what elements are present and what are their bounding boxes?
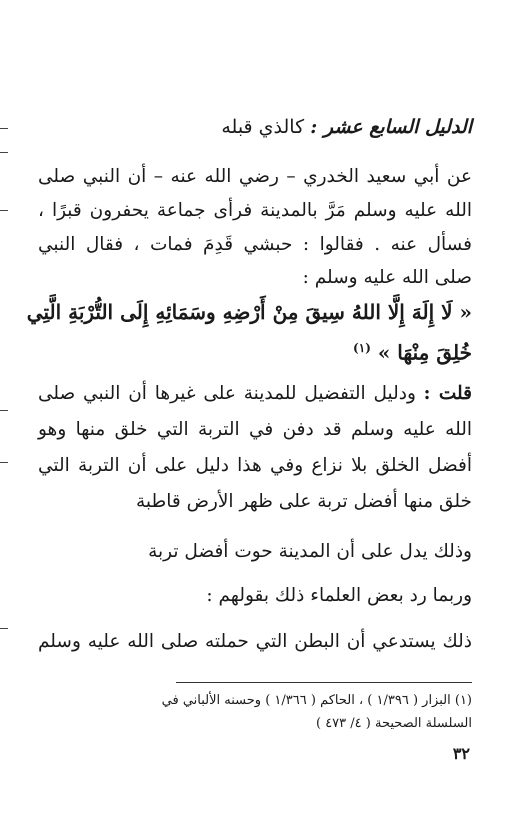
text-line: أفضل الخلق بلا نزاع وفي هذا دليل على أن التربة التي	[38, 455, 472, 476]
section-heading	[38, 113, 472, 141]
footnote-line: (١) البزار ( ١/٣٩٦ ) ، الحاكم ( ١/٣٦٦ ) وحسنه الألباني في	[161, 693, 472, 708]
page-number: ٣٢	[452, 744, 470, 763]
heading-subtitle: كالذي قبله	[221, 116, 305, 138]
text-line: صلى الله عليه وسلم :	[302, 267, 472, 288]
margin-mark	[0, 628, 8, 629]
margin-mark	[0, 128, 8, 129]
hadith-line: « لَا إِلَهَ إِلَّا اللهُ سِيقَ مِنْ أَرْضِهِ وسَمَائِهِ إِلَى التُّرْبَةِ الَّتِي	[26, 300, 472, 324]
text-line: الله عليه وسلم قد دفن في التربة التي خلق منها وهو	[38, 419, 472, 440]
footnote-ref: (١)	[353, 341, 371, 355]
text-line-with-label	[38, 380, 472, 408]
footnote-divider	[176, 682, 472, 683]
margin-mark	[0, 152, 8, 153]
text-line: فسأل عنه . فقالوا : حبشي قَدِمَ فمات ، فقال النبي	[38, 234, 472, 255]
hadith-text: خُلِقَ مِنْهَا »	[377, 340, 472, 365]
text-line: ذلك يستدعي أن البطن التي حملته صلى الله عليه وسلم	[38, 631, 472, 652]
margin-mark	[0, 210, 8, 211]
hadith-line-end	[38, 334, 472, 367]
footnote-line: السلسلة الصحيحة ( ٤/ ٤٧٣ )	[315, 716, 472, 731]
margin-mark	[0, 410, 8, 411]
text-segment: ودليل التفضيل للمدينة على غيرها أن النبي صلى	[38, 383, 416, 404]
text-line: خلق منها أفضل تربة على ظهر الأرض قاطبة	[135, 491, 472, 512]
qultu-label: قلت :	[423, 383, 472, 404]
text-line: وربما رد بعض العلماء ذلك بقولهم :	[206, 585, 472, 606]
margin-mark	[0, 462, 8, 463]
text-line: وذلك يدل على أن المدينة حوت أفضل تربة	[148, 541, 472, 562]
text-line: الله عليه وسلم مَرَّ بالمدينة فرأى جماعة يحفرون قبرًا ،	[38, 200, 472, 221]
heading-title: الدليل السابع عشر :	[310, 116, 472, 138]
text-line: عن أبي سعيد الخدري – رضي الله عنه – أن النبي صلى	[38, 166, 472, 187]
